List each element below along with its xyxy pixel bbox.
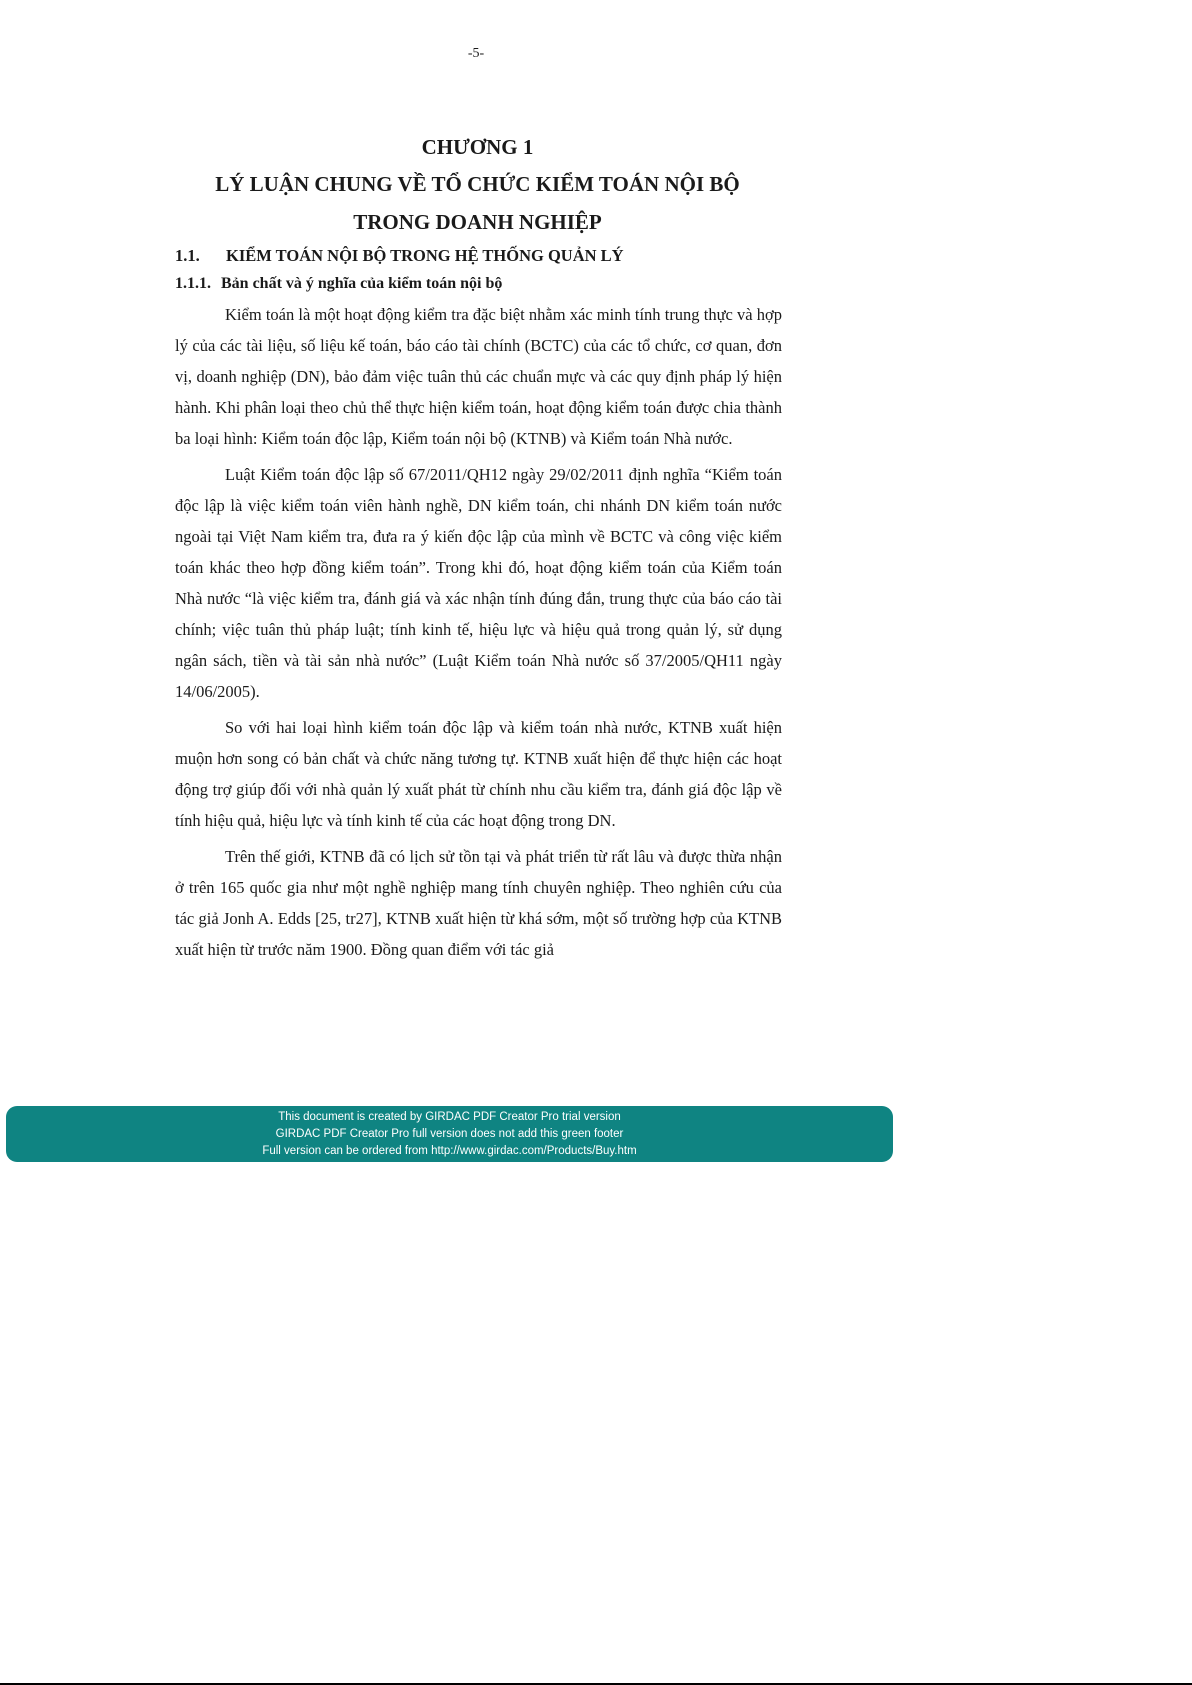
chapter-subtitle-line-2: TRONG DOANH NGHIỆP: [353, 210, 602, 234]
subsection-heading: [175, 273, 782, 295]
footer-line-3: Full version can be ordered from http://www.girdac.com/Products/Buy.htm: [262, 1144, 637, 1157]
body-paragraph: Trên thế giới, KTNB đã có lịch sử tồn tại và phát triển từ rất lâu và được thừa nhận ở trên 165 quốc gia như một nghề nghiệp mang tính chuyên nghiệp. Theo nghiên cứu của tác giả Jonh A. Edds [25, tr27], KTNB xuất hiện từ khá sớm, một số trường hợp của KTNB xuất hiện từ trước năm 1900. Đồng quan điểm với tác giả: [175, 847, 782, 959]
section-number: 1.1.: [175, 246, 200, 265]
section-title: KIỂM TOÁN NỘI BỘ TRONG HỆ THỐNG QUẢN LÝ: [226, 246, 624, 265]
trial-version-footer-banner: [6, 1106, 893, 1162]
chapter-subtitle-line-1: LÝ LUẬN CHUNG VỀ TỔ CHỨC KIỂM TOÁN NỘI BỘ: [215, 172, 740, 196]
chapter-heading-block: [175, 130, 780, 241]
page-number: -5-: [467, 46, 485, 61]
chapter-title: CHƯƠNG 1: [421, 135, 534, 159]
footer-line-1: This document is created by GIRDAC PDF Creator Pro trial version: [278, 1110, 621, 1123]
section-heading: [175, 245, 782, 267]
body-paragraph: Kiểm toán là một hoạt động kiểm tra đặc biệt nhằm xác minh tính trung thực và hợp lý của các tài liệu, số liệu kế toán, báo cáo tài chính (BCTC) của các tổ chức, cơ quan, đơn vị, doanh nghiệp (DN), bảo đảm việc tuân thủ các chuẩn mực và các quy định pháp lý hiện hành. Khi phân loại theo chủ thể thực hiện kiểm toán, hoạt động kiểm toán được chia thành ba loại hình: Kiểm toán độc lập, Kiểm toán nội bộ (KTNB) và Kiểm toán Nhà nước.: [175, 305, 782, 448]
subsection-number: 1.1.1.: [175, 275, 211, 292]
document-body: [175, 245, 782, 970]
subsection-title: Bản chất và ý nghĩa của kiểm toán nội bộ: [221, 275, 503, 292]
body-paragraph: Luật Kiểm toán độc lập số 67/2011/QH12 ngày 29/02/2011 định nghĩa “Kiểm toán độc lập là việc kiểm toán viên hành nghề, DN kiểm toán, chi nhánh DN kiểm toán nước ngoài tại Việt Nam kiểm tra, đưa ra ý kiến độc lập của mình về BCTC và công việc kiểm toán khác theo hợp đồng kiểm toán”. Trong khi đó, hoạt động kiểm toán của Kiểm toán Nhà nước “là việc kiểm tra, đánh giá và xác nhận tính đúng đắn, trung thực của báo cáo tài chính; việc tuân thủ pháp luật; tính kinh tế, hiệu lực và hiệu quả trong quản lý, sử dụng ngân sách, tiền và tài sản nhà nước” (Luật Kiểm toán Nhà nước số 37/2005/QH11 ngày 14/06/2005).: [175, 465, 782, 701]
footer-line-2: GIRDAC PDF Creator Pro full version does not add this green footer: [275, 1127, 624, 1140]
body-paragraph: So với hai loại hình kiểm toán độc lập và kiểm toán nhà nước, KTNB xuất hiện muộn hơn song có bản chất và chức năng tương tự. KTNB xuất hiện để thực hiện các hoạt động trợ giúp đối với nhà quản lý xuất phát từ chính nhu cầu kiểm tra, đánh giá độc lập về tính hiệu quả, hiệu lực và tính kinh tế của các hoạt động trong DN.: [175, 718, 782, 830]
